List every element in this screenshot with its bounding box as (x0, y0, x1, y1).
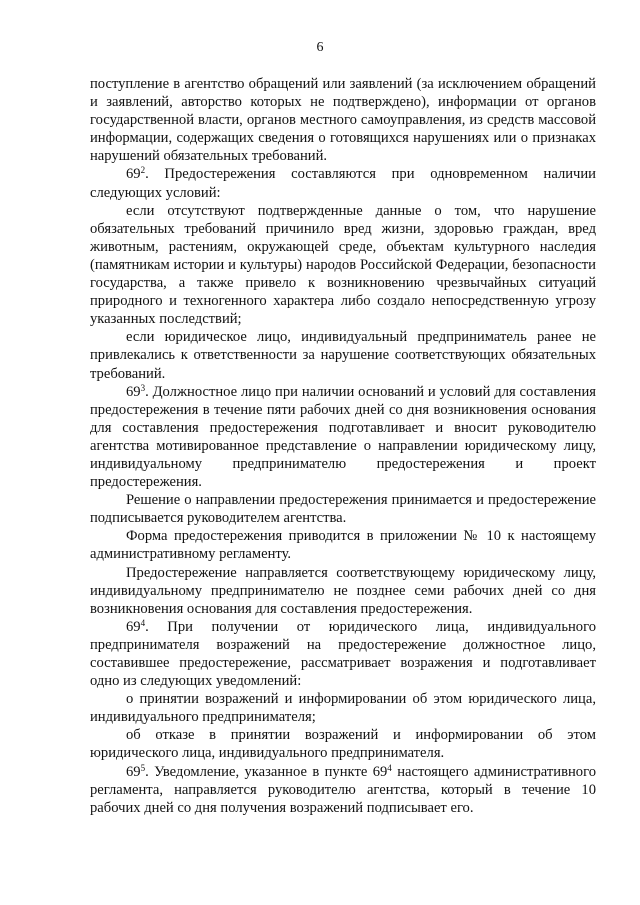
clause-69-3 (90, 383, 596, 492)
clause-number-superscript: 2 (140, 165, 146, 176)
clause-number: 69 (126, 618, 141, 635)
clause-69-5 (90, 763, 596, 817)
paragraph-text: Форма предостережения приводится в приложении № 10 к настоящему административному регламенту. (90, 528, 596, 563)
notice-refusal (90, 726, 596, 762)
condition-no-harm (90, 202, 596, 329)
paragraph-text: об отказе в принятии возражений и информировании об этом юридического лица, индивидуального предпринимателя. (90, 727, 596, 762)
notice-acceptance (90, 690, 596, 726)
clause-69-2 (90, 165, 596, 201)
paragraph-text: Предостережение направляется соответствующему юридическому лицу, индивидуальному предпринимателю не позднее семи рабочих дней со дня возникновения основания для составления предостережения. (90, 564, 596, 617)
paragraph-decision (90, 491, 596, 527)
clause-number: 69 (126, 166, 141, 183)
paragraph-text: если отсутствуют подтвержденные данные о том, что нарушение обязательных требований причинило вред жизни, здоровью граждан, вред животным, растениям, окружающей среде, объектам культурного наследия (памятникам истории и культуры) народов Российской Федерации, безопасности государства, а также привело к возникновению чрезвычайных ситуаций природного и техногенного характера либо создало непосредственную угрозу указанных последствий; (90, 202, 596, 328)
paragraph-sending-deadline (90, 564, 596, 618)
paragraph-text: поступление в агентство обращений или заявлений (за исключением обращений и заявлений, авторство которых не подтверждено), информации от органов государственной власти, органов местного самоуправления, из средств массовой информации, содержащих сведения о готовящихся нарушениях или о признаках нарушений обязательных требований. (90, 76, 596, 165)
paragraph-form-appendix (90, 527, 596, 563)
page-number: 6 (316, 40, 324, 55)
paragraph-text: Решение о направлении предостережения принимается и предостережение подписывается руководителем агентства. (90, 492, 596, 527)
clause-number: 69 (126, 383, 141, 400)
clause-69-4 (90, 618, 596, 690)
paragraph-text: если юридическое лицо, индивидуальный предприниматель ранее не привлекались к ответственности за нарушение соответствующих обязательных требований. (90, 329, 596, 382)
clause-number-superscript: 4 (140, 617, 146, 628)
reference-superscript: 4 (387, 762, 392, 773)
paragraph-text: . Должностное лицо при наличии оснований и условий для составления предостережения в течение пяти рабочих дней со дня возникновения основания для составления предостережения подготавливает и вносит руководителю агентства мотивированное представление о направлении юридическому лицу, индивидуальному предпринимателю предостережения и проект предостережения. (90, 383, 596, 491)
paragraph-text: . Предостережения составляются при одновременном наличии следующих условий: (90, 166, 596, 201)
paragraph-intro-continuation (90, 75, 596, 165)
document-body (90, 75, 596, 817)
clause-number-superscript: 5 (140, 762, 146, 773)
clause-number: 69 (126, 763, 141, 780)
paragraph-text: . Уведомление, указанное в пункте 69 (145, 763, 388, 780)
clause-number-superscript: 3 (140, 382, 146, 393)
paragraph-text: . При получении от юридического лица, индивидуального предпринимателя возражений на предостережение должностное лицо, составившее предостережение, рассматривает возражения и подготавливает одно из следующих уведомлений: (90, 618, 596, 690)
condition-no-prior-liability (90, 328, 596, 382)
paragraph-text: о принятии возражений и информировании об этом юридического лица, индивидуального предпринимателя; (90, 691, 596, 726)
paragraph-text-continued: настоящего административного регламента, направляется руководителю агентства, который в течение 10 рабочих дней со дня получения возражений подписывает его. (90, 763, 597, 816)
